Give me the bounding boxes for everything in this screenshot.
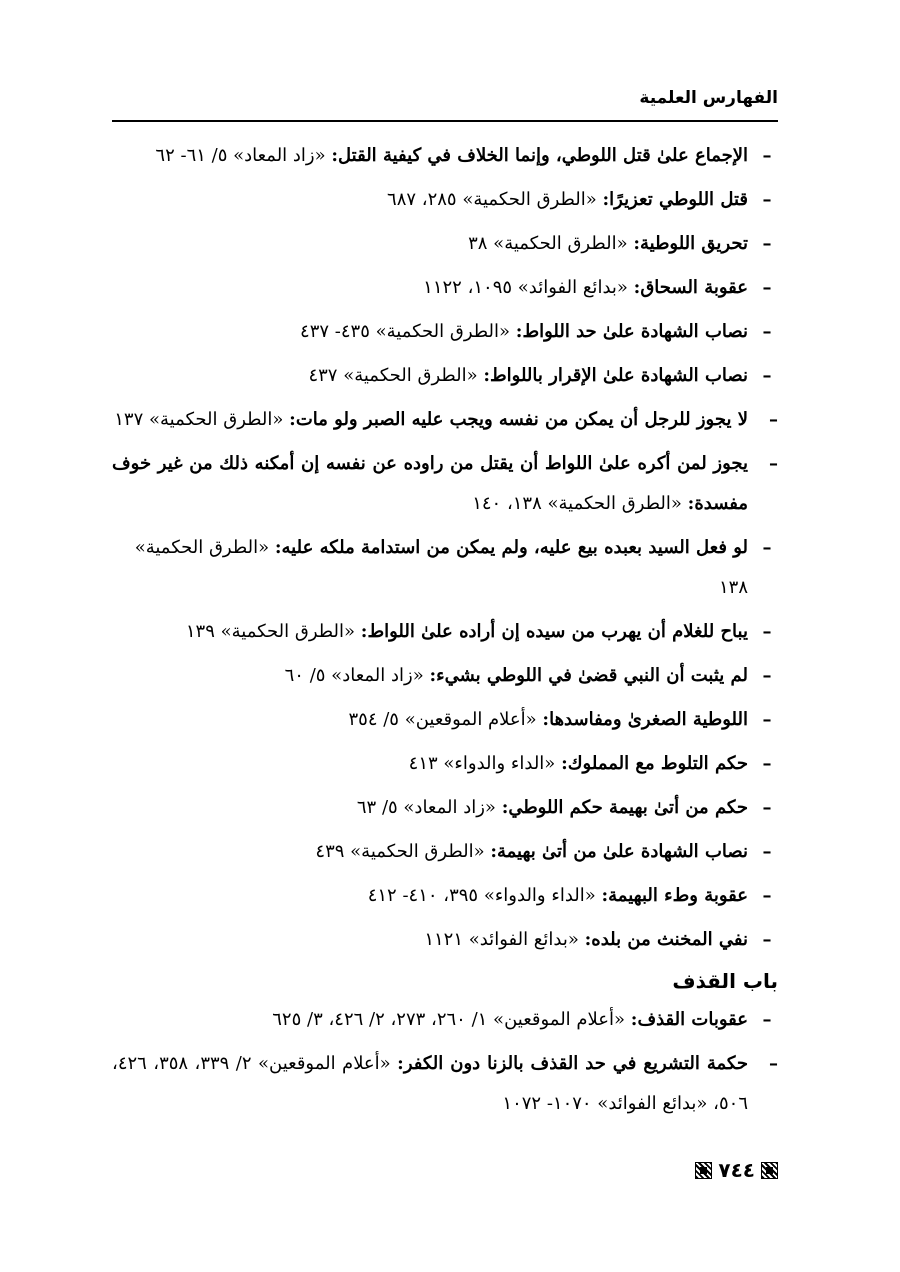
entry-topic: قتل اللوطي تعزيرًا [609,189,748,210]
dash-marker: – [762,1009,772,1030]
entry-topic: نصاب الشهادة علىٰ الإقرار باللواط [490,365,748,386]
entry-topic: عقوبة السحاق [640,277,748,298]
section-heading: باب القذف [672,969,778,993]
entry-reference: «الداء والدواء» ٣٩٥، ٤١٠- ٤١٢ [367,885,596,906]
index-entry [112,920,778,960]
index-entry [112,744,778,784]
dash-marker: – [762,321,772,342]
entry-topic: تحريق اللوطية [640,233,748,254]
entry-reference: «زاد المعاد» ٥/ ٦٠ [284,665,424,686]
entry-topic: حكمة التشريع في حد القذف بالزنا دون الكفر [403,1053,748,1074]
entry-colon: : [515,321,523,342]
index-entry [112,788,778,828]
entry-colon: : [602,189,610,210]
entry-topic: حكم من أتىٰ بهيمة حكم اللوطي [508,797,748,818]
entry-reference: «الطرق الحكمية» ٤٣٩ [315,841,485,862]
entry-topic: لم يثبت أن النبي قضىٰ في اللوطي بشيء [436,665,748,686]
entry-colon: : [542,709,550,730]
square-ornament-icon [695,1162,712,1179]
index-entry [112,400,778,440]
dash-marker: – [762,929,772,950]
index-entry [112,180,778,220]
entry-topic: عقوبات القذف [637,1009,748,1030]
square-ornament-icon [761,1162,778,1179]
entry-topic: يجوز لمن أكره علىٰ اللواط أن يقتل من راوده عن نفسه إن أمكنه ذلك من غير خوف مفسدة [112,453,748,514]
index-entry [112,312,778,352]
dash-marker: – [762,537,772,558]
entry-colon: : [397,1053,404,1074]
entry-colon: : [490,841,497,862]
entry-reference: «أعلام الموقعين» ١/ ٢٦٠، ٢٧٣، ٢/ ٤٢٦، ٣/ ٦٢٥ [272,1009,626,1030]
entry-topic: نصاب الشهادة علىٰ حد اللواط [522,321,748,342]
entry-colon: : [331,145,339,166]
entry-reference: «زاد المعاد» ٥/ ٦١- ٦٢ [155,145,326,166]
entry-reference: «زاد المعاد» ٥/ ٦٣ [356,797,496,818]
header-title: الفهارس العلمية [639,88,778,108]
entry-reference: «بدائع الفوائد» ١١٢١ [424,929,579,950]
entry-colon: : [633,233,640,254]
page-footer [0,1158,778,1182]
index-entry [112,1044,778,1124]
dash-marker: – [762,233,772,254]
dash-marker: – [762,885,772,906]
dash-marker: – [762,841,772,862]
index-entry [112,356,778,396]
entry-colon: : [501,797,509,818]
dash-marker: – [769,1053,778,1074]
entry-topic: لا يجوز للرجل أن يمكن من نفسه ويجب عليه الصبر ولو مات [295,409,748,430]
index-entry [112,136,778,176]
entry-colon: : [274,537,282,558]
entry-topic: عقوبة وطء البهيمة [608,885,748,906]
entry-reference: «الطرق الحكمية» ١٣٧ [114,409,284,430]
entry-colon: : [289,409,296,430]
entry-reference: «أعلام الموقعين» ٢/ ٣٣٩، ٣٥٨، ٤٢٦، ٥٠٦، «بدائع الفوائد» ١٠٧٠- ١٠٧٢ [112,1053,748,1114]
index-entry [112,700,778,740]
entry-reference: «الطرق الحكمية» ٣٨ [468,233,628,254]
index-entry [112,832,778,872]
dash-marker: – [769,409,778,430]
entry-topic: نفي المخنث من بلده [591,929,748,950]
entry-reference: «الطرق الحكمية» ١٣٨ [134,537,748,598]
entry-colon: : [429,665,437,686]
entry-colon: : [687,493,695,514]
header-divider [112,120,778,122]
entry-topic: نصاب الشهادة علىٰ من أتىٰ بهيمة [496,841,748,862]
entry-topic: يباح للغلام أن يهرب من سيده إن أراده علىٰ اللواط [367,621,748,642]
entry-topic: اللوطية الصغرىٰ ومفاسدها [549,709,748,730]
index-entry [112,444,778,524]
dash-marker: – [762,621,772,642]
dash-marker: – [762,189,772,210]
dash-marker: – [762,365,772,386]
entry-reference: «الداء والدواء» ٤١٣ [408,753,556,774]
index-entry [112,268,778,308]
entry-colon: : [561,753,568,774]
dash-marker: – [762,709,772,730]
entry-reference: «الطرق الحكمية» ٢٨٥، ٦٨٧ [387,189,597,210]
entry-topic: الإجماع علىٰ قتل اللوطي، وإنما الخلاف في كيفية القتل [338,145,748,166]
dash-marker: – [762,665,772,686]
entry-topic: حكم التلوط مع المملوك [567,753,748,774]
index-content [112,136,778,1128]
index-entry [112,1000,778,1040]
entry-reference: «الطرق الحكمية» ٤٣٥- ٤٣٧ [300,321,511,342]
entry-colon: : [630,1009,638,1030]
entry-colon: : [584,929,592,950]
entry-reference: «الطرق الحكمية» ١٣٨، ١٤٠ [472,493,682,514]
entry-colon: : [633,277,641,298]
dash-marker: – [762,753,772,774]
entry-reference: «بدائع الفوائد» ١٠٩٥، ١١٢٢ [423,277,628,298]
entry-topic: لو فعل السيد بعبده بيع عليه، ولم يمكن من استدامة ملكه عليه [281,537,748,558]
dash-marker: – [762,797,772,818]
entry-colon: : [601,885,609,906]
dash-marker: – [762,277,772,298]
index-entry [112,224,778,264]
dash-marker: – [762,145,772,166]
index-entry [112,656,778,696]
index-entry [112,612,778,652]
index-entry [112,528,778,608]
running-header [112,86,778,110]
page-number: ٧٤٤ [718,1158,755,1182]
entry-colon: : [483,365,491,386]
dash-marker: – [769,453,778,474]
entry-colon: : [360,621,368,642]
entry-reference: «الطرق الحكمية» ٤٣٧ [308,365,478,386]
entry-reference: «أعلام الموقعين» ٥/ ٣٥٤ [348,709,537,730]
index-entry [112,876,778,916]
entry-reference: «الطرق الحكمية» ١٣٩ [185,621,356,642]
